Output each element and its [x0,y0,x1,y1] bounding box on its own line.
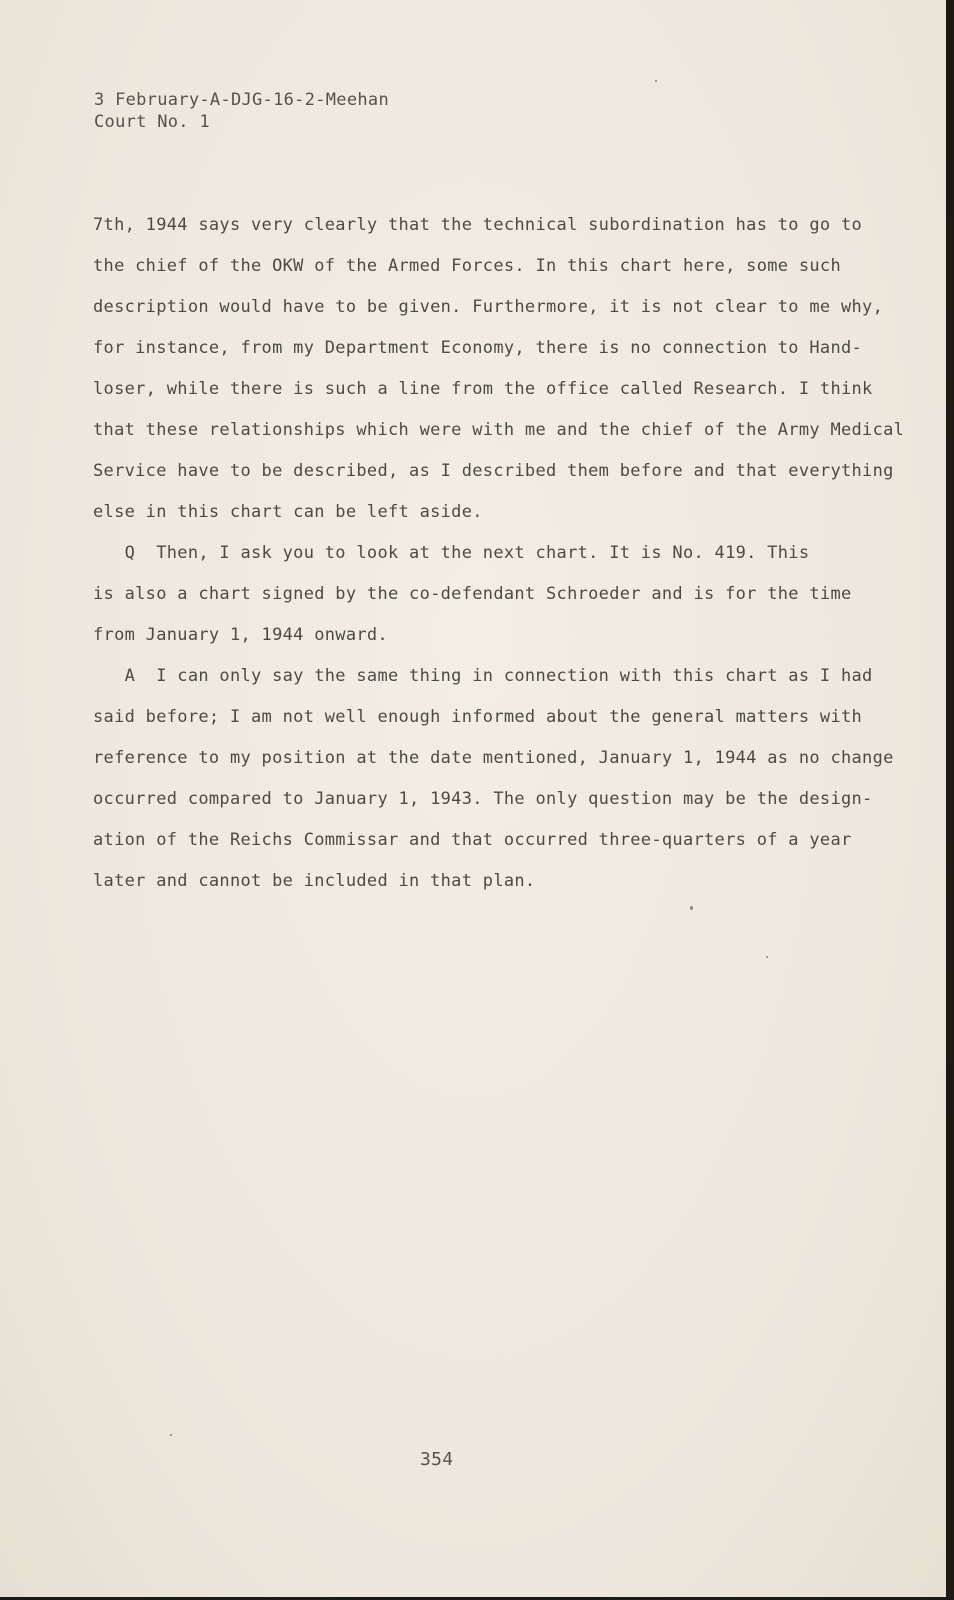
text-line: 7th, 1944 says very clearly that the technical subordination has to go to [93,215,863,235]
text-line: reference to my position at the date mentioned, January 1, 1944 as no change [93,748,894,768]
paper-speck [766,956,768,958]
text-line: from January 1, 1944 onward. [93,625,388,645]
text-line: is also a chart signed by the co-defendant Schroeder and is for the time [93,584,852,604]
header-line-2: Court No. 1 [94,112,210,132]
text-line: else in this chart can be left aside. [93,502,483,522]
transcript-body [93,205,905,902]
paper-speck [170,1434,172,1436]
text-line: that these relationships which were with me and the chief of the Army Medical [93,420,905,440]
document-header [94,89,389,133]
text-line: the chief of the OKW of the Armed Forces. In this chart here, some such [93,256,841,276]
text-line: A I can only say the same thing in connection with this chart as I had [93,666,873,686]
text-line: ation of the Reichs Commissar and that occurred three-quarters of a year [93,830,852,850]
paper-speck [655,80,657,82]
text-line: Q Then, I ask you to look at the next chart. It is No. 419. This [93,543,810,563]
header-line-1: 3 February-A-DJG-16-2-Meehan [94,90,389,110]
text-line: loser, while there is such a line from the office called Research. I think [93,379,873,399]
text-line: later and cannot be included in that plan. [93,871,536,891]
paper-speck [690,906,693,910]
page-number: 354 [420,1449,454,1470]
text-line: said before; I am not well enough informed about the general matters with [93,707,863,727]
text-line: Service have to be described, as I described them before and that everything [93,461,894,481]
text-line: for instance, from my Department Economy, there is no connection to Hand- [93,338,863,358]
text-line: occurred compared to January 1, 1943. The only question may be the design- [93,789,873,809]
text-line: description would have to be given. Furthermore, it is not clear to me why, [93,297,884,317]
